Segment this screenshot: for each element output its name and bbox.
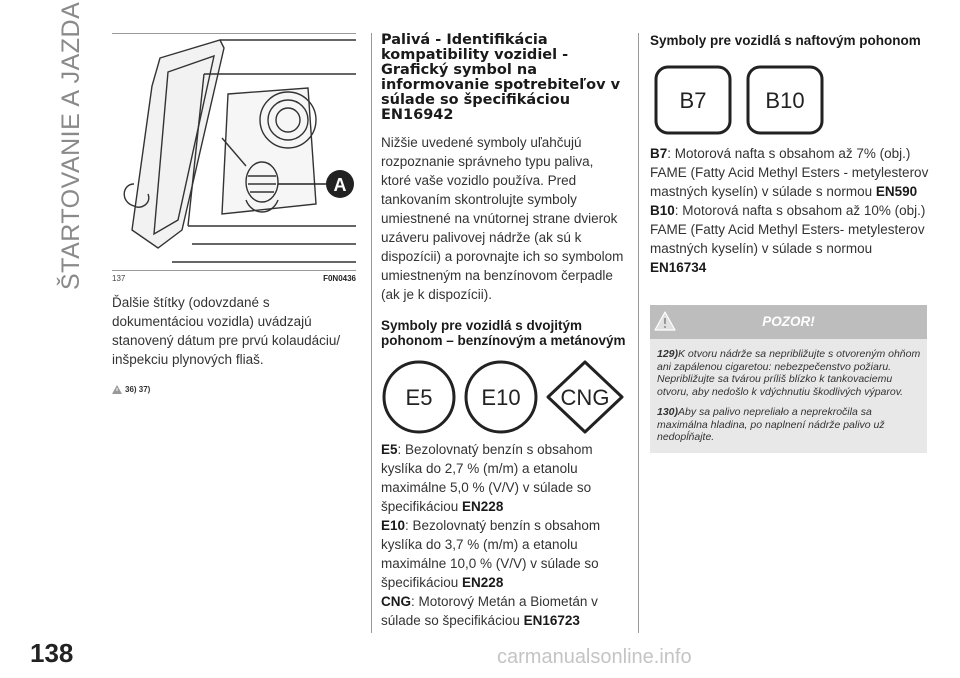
diesel-symbols <box>650 64 930 136</box>
symbol-label: B10 <box>765 88 805 113</box>
def-text: : Motorová nafta s obsahom až 7% (obj.) FAME (Fatty Acid Methyl Esters - metylesterov mastných kyselín) v súlade s normou <box>650 146 929 199</box>
figure-code: F0N0436 <box>323 274 356 283</box>
fuel-definition-b10 <box>650 201 930 277</box>
symbol-label: B7 <box>679 88 707 113</box>
intro-paragraph: Nižšie uvedené symboly uľahčujú rozpoznanie správneho typu paliva, ktoré vaše vozidlo používa. Pred tankovaním skontrolujte symboly umiestnené na vnútornej strane dvierok uzáveru palivovej nádrže (ak sú k dispozícii) a porovnajte ich so symbolom umiestneným na benzínovom čerpadle (ak je k dispozícii). <box>381 135 624 302</box>
column-divider <box>371 33 372 633</box>
fuel-symbol-e5 <box>381 359 457 435</box>
warning-body <box>650 339 927 453</box>
warning-header <box>650 305 927 339</box>
column-divider <box>638 33 639 633</box>
warning-item-text: Aby sa palivo nepreliało a neprekročila sa maximálna hladina, po naplnení nádrže palivo už nedopĺňajte. <box>657 406 885 443</box>
warning-item-number: 129) <box>657 348 679 360</box>
def-standard: EN228 <box>462 575 504 590</box>
warning-title: POZOR! <box>762 314 815 329</box>
section-title-text: ŠTARTOVANIE A JAZDA <box>57 1 85 290</box>
def-code: CNG <box>381 594 411 609</box>
def-text: : Motorová nafta s obsahom až 10% (obj.) FAME (Fatty Acid Methyl Esters- metylesterov mastných kyselín) v súlade s normou <box>650 203 926 256</box>
def-code: B7 <box>650 146 668 161</box>
fuel-symbol-cng <box>545 359 625 435</box>
def-code: E10 <box>381 518 406 533</box>
def-text: : Motorový Metán a Biometán v súlade so špecifikáciou <box>381 594 598 628</box>
fuel-definition-e10 <box>381 516 626 592</box>
dual-fuel-subheading: Symboly pre vozidlá s dvojitým pohonom – benzínovým a metánovým <box>381 318 626 348</box>
warning-item <box>657 406 921 444</box>
figure-caption <box>112 270 356 284</box>
def-standard: EN590 <box>875 184 918 199</box>
callout-label: A <box>333 175 347 195</box>
fuel-symbol-e10 <box>463 359 539 435</box>
def-code: B10 <box>650 203 675 218</box>
warning-item <box>657 348 921 398</box>
def-standard: EN16734 <box>650 260 707 275</box>
def-standard: EN228 <box>462 499 504 514</box>
warning-item-number: 130) <box>657 406 679 418</box>
def-text: : Bezolovnatý benzín s obsahom kyslíka do 2,7 % (m/m) a etanolu maximálne 5,0 % (V/V) v súlade so špecifikáciou <box>381 442 593 514</box>
fuel-symbol-b10 <box>746 65 824 135</box>
warning-item-text: K otvoru nádrže sa nepribližujte s otvoreným ohňom ani zapálenou cigaretou: nebezpečenstvo požiaru. Nepribližujte sa tvárou príliš blízko k tankovaciemu otvoru, aby nedošlo k vdýchnutiu škodlivých výparov. <box>657 348 921 398</box>
diesel-subheading: Symboly pre vozidlá s naftovým pohonom <box>650 33 921 48</box>
fuel-symbol-b7 <box>654 65 732 135</box>
fuel-door-drawing <box>112 34 356 270</box>
extra-labels-paragraph: Ďalšie štítky (odovzdané s dokumentáciou vozidla) uvádzajú stanovený dátum pre prvú kolaudáciu/ inšpekciu plynových fliaš. <box>112 295 341 367</box>
symbol-label: E5 <box>405 385 433 410</box>
section-heading: Palivá - Identifikácia kompatibility vozidiel - Grafický symbol na informovanie spotrebiteľov v súlade so špecifikáciou EN16942 <box>381 32 621 123</box>
warning-references <box>112 385 150 394</box>
page-number: 138 <box>30 638 74 668</box>
symbol-label: E10 <box>481 385 521 410</box>
warning-triangle-icon <box>112 385 122 394</box>
watermark-text: carmanualsonline.info <box>497 646 692 668</box>
petrol-methane-symbols <box>381 360 626 434</box>
fuel-identification-column <box>381 33 626 630</box>
symbol-label: CNG <box>560 385 610 410</box>
figure-number: 137 <box>112 274 126 283</box>
def-text: : Bezolovnatý benzín s obsahom kyslíka do 3,7 % (m/m) a etanolu maximálne 10,0 % (V/V) v súlade so špecifikáciou <box>381 518 601 590</box>
warning-box <box>650 305 927 453</box>
reference-numbers: 36) 37) <box>125 385 151 394</box>
fuel-definition-cng <box>381 592 626 630</box>
def-code: E5 <box>381 442 398 457</box>
diesel-column <box>650 33 930 453</box>
fuel-definition-e5 <box>381 440 626 516</box>
def-standard: EN16723 <box>523 613 580 628</box>
fuel-door-illustration <box>112 33 356 269</box>
section-sidebar-title <box>56 1 86 290</box>
fuel-definition-b7 <box>650 144 930 201</box>
